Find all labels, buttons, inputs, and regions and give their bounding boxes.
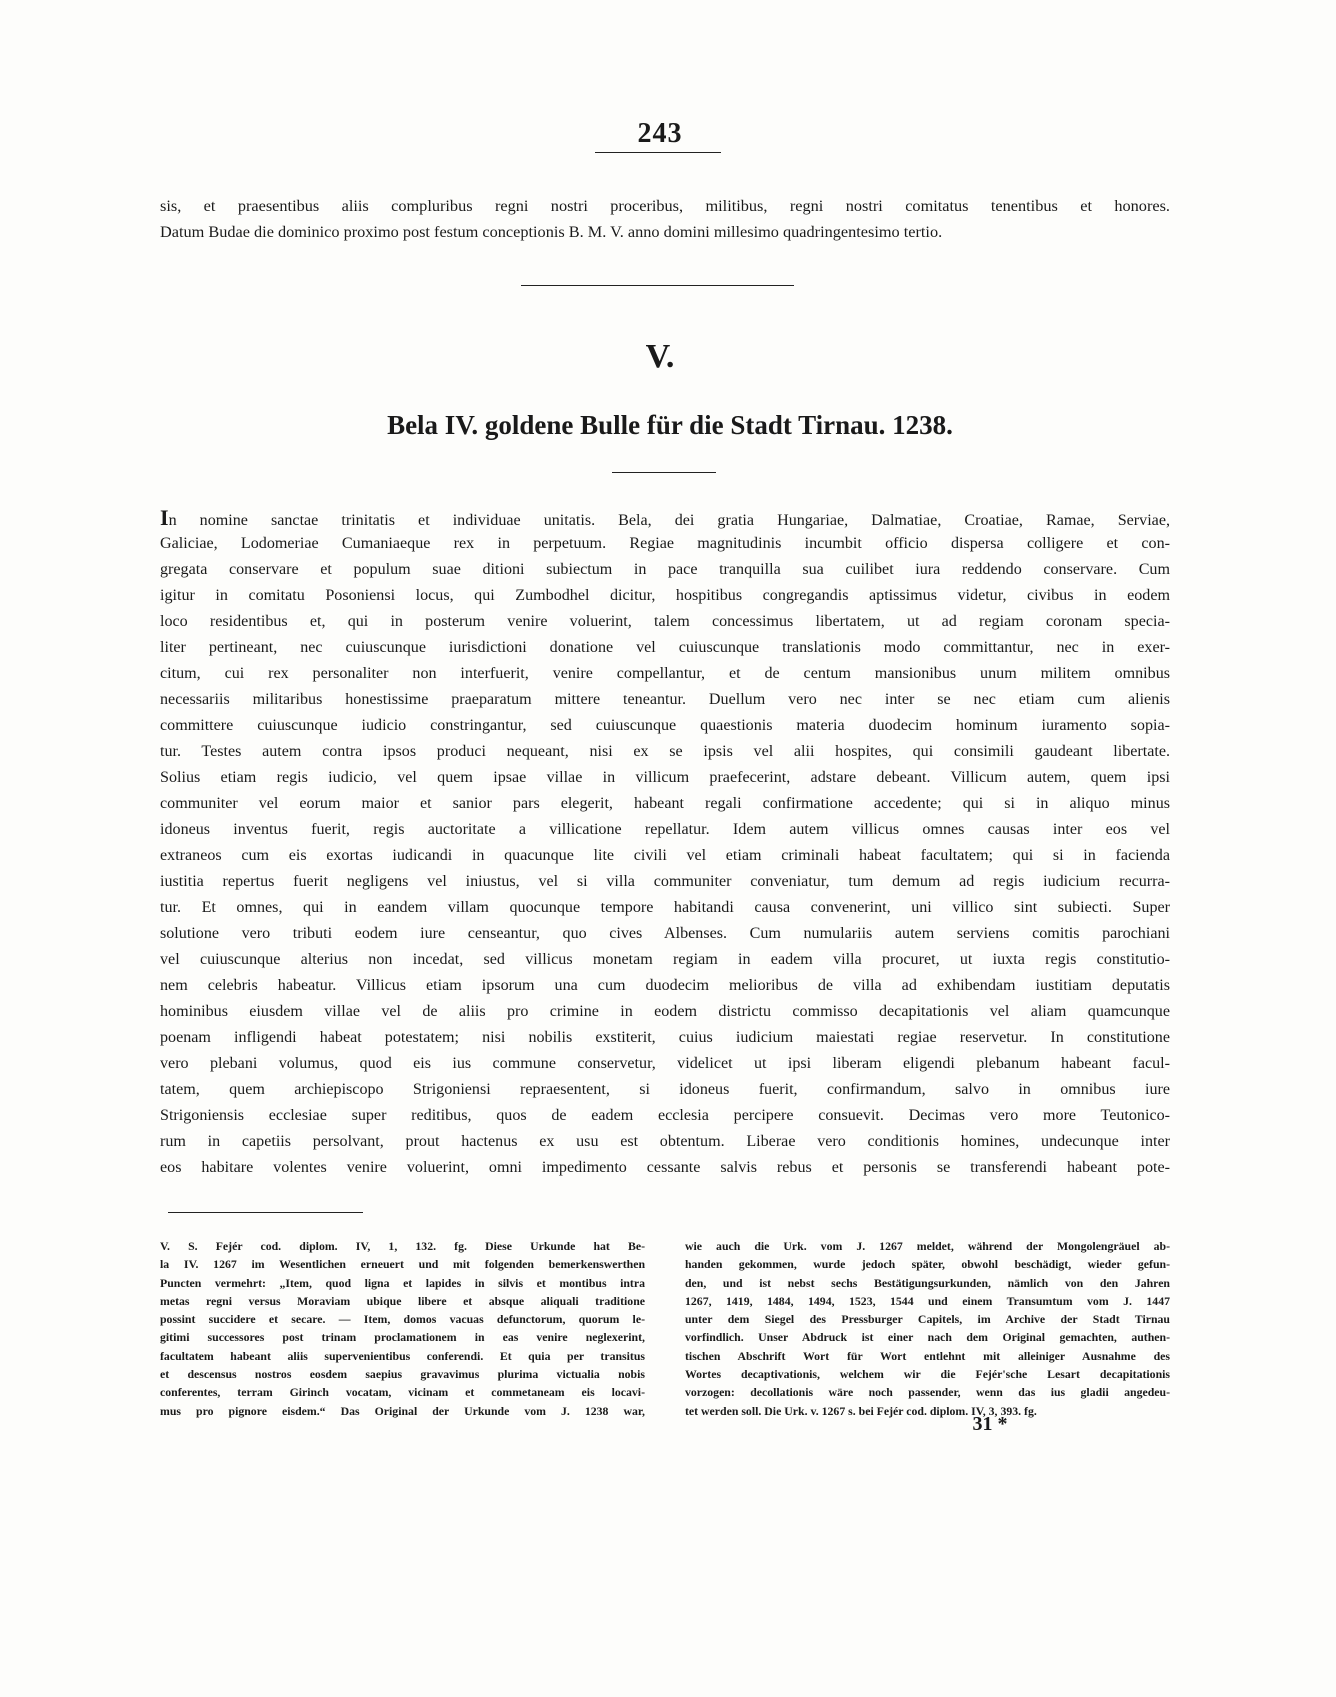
text-line — [160, 973, 1170, 999]
footnote-line: conferentes, terram Girinch vocatam, vicinam et commetaneam eis locavi- — [160, 1385, 645, 1400]
text-line-content: nem celebris habeatur. Villicus etiam ipsorum una cum duodecim melioribus de villa ad exhibendam iustitiam deputatis — [160, 977, 1170, 994]
text-line-content: communiter vel eorum maior et sanior pars elegerit, habeant regali confirmatione accedente; qui si in aliquo minus — [160, 795, 1170, 812]
footnote-line: wie auch die Urk. vom J. 1267 meldet, während der Mongolengräuel ab- — [685, 1239, 1170, 1253]
text-line-content: committere cuiuscunque iudicio constringantur, sed cuiuscunque quaestionis materia duodecim hominum iuramento sopia- — [160, 717, 1170, 734]
text-line — [160, 869, 1170, 895]
text-line — [160, 687, 1170, 713]
text-line — [160, 1155, 1170, 1181]
footnote-line: Wortes decaptivationis, welchem wir die Fejér'sche Lesart decapitationis — [685, 1367, 1170, 1382]
section-divider — [521, 285, 794, 286]
signature-mark: 31 * — [972, 1413, 1008, 1435]
text-line-content: solutione vero tributi eodem iure censeantur, quo cives Albenses. Cum numulariis autem serviens comitis parochiani — [160, 925, 1170, 942]
text-line — [160, 713, 1170, 739]
footnote-line: et descensus nostros eosdem saepius gravavimus plurima victualia nobis — [160, 1367, 645, 1382]
text-line-content: n nomine sanctae trinitatis et individuae unitatis. Bela, dei gratia Hungariae, Dalmatiae, Croatiae, Ramae, Serviae, — [168, 512, 1170, 529]
footnote-column-right — [685, 1237, 1170, 1420]
text-line — [160, 661, 1170, 687]
footnote-line: V. S. Fejér cod. diplom. IV, 1, 132. fg. Diese Urkunde hat Be- — [160, 1239, 645, 1253]
footnote-line: metas regni versus Moraviam ubique libere et absque aliquali traditione — [160, 1293, 645, 1308]
footnote-line: handen gekommen, wurde jedoch später, obwohl beschädigt, wieder gefun- — [685, 1257, 1170, 1272]
text-line-content: Strigoniensis ecclesiae super reditibus, quos de eadem ecclesia percipere consuevit. Decimas vero more Teutonico- — [160, 1107, 1170, 1124]
text-line: Datum Budae die dominico proximo post festum conceptionis B. M. V. anno domini millesimo quadringentesimo tertio. — [160, 222, 943, 241]
text-line-content: hominibus eiusdem villae vel de aliis pro crimine in eodem districtu commisso decapitationis vel aliam quamcunque — [160, 1003, 1170, 1020]
footnote-line: possint succidere et secare. — Item, domos vacuas defunctorum, quorum le- — [160, 1312, 645, 1327]
footnote-line: vorzogen: decollationis wäre noch passender, wenn das ius gladii angedeu- — [685, 1385, 1170, 1400]
text-line-content: vel cuiuscunque alterius non incedat, sed villicus monetam regiam in eadem villa procuret, ut iuxta regis constitutio- — [160, 951, 1170, 968]
text-line: sis, et praesentibus aliis compluribus regni nostri proceribus, militibus, regni nostri comitatus tenentibus et honores. — [160, 196, 1170, 215]
charter-text — [160, 505, 1170, 1181]
text-line-content: rum in capetiis persolvant, prout hactenus ex usu est obtentum. Liberae vero conditionis homines, undecunque inter — [160, 1133, 1170, 1150]
text-line-content: loco residentibus et, qui in posterum venire voluerint, talem concessimus libertatem, ut ad regiam coronam specia- — [160, 613, 1170, 630]
page-number: 243 — [637, 118, 683, 149]
footnote-line: 1267, 1419, 1484, 1494, 1523, 1544 und einem Transumtum vom J. 1447 — [685, 1293, 1170, 1308]
footnote-line: la IV. 1267 im Wesentlichen erneuert und mit folgenden bemerkenswerthen — [160, 1257, 645, 1272]
text-line-content: vero plebani volumus, quod eis ius commune conservetur, videlicet ut ipsi liberam eligendi plebanum habeant facul- — [160, 1055, 1170, 1072]
footnote-line: unter dem Siegel des Pressburger Capitels, im Archive der Stadt Tirnau — [685, 1312, 1170, 1327]
text-line-content: iustitia repertus fuerit negligens vel iniustus, vel si villa communiter conveniatur, tum demum ad regis iudicium recurra- — [160, 873, 1170, 890]
text-line-content: Solius etiam regis iudicio, vel quem ipsae villae in villicum praefecerint, adstare debeant. Villicum autem, quem ipsi — [160, 769, 1170, 786]
footnote-line: tet werden soll. Die Urk. v. 1267 s. bei Fejér cod. diplom. IV, 3, 393. fg. — [685, 1403, 1037, 1418]
footnote-column-left — [160, 1237, 645, 1420]
header-rule — [595, 152, 721, 153]
text-line-content: igitur in comitatu Posoniensi locus, qui Zumbodhel dicitur, hospitibus congregandis aptissimus videtur, civibus in eodem — [160, 587, 1170, 604]
text-line-content: gregata conservare et populum suae ditioni subiectum in pace tranquilla sua cuilibet iura reddendo conservare. Cum — [160, 561, 1170, 578]
text-line — [160, 843, 1170, 869]
section-title: Bela IV. goldene Bulle für die Stadt Tirnau. 1238. — [387, 410, 953, 440]
footnote-line: vorfindlich. Unser Abdruck ist einer nach dem Original gemachten, authen- — [685, 1330, 1170, 1345]
text-line-content: citum, cui rex personaliter non interfuerit, venire compellantur, et de centum mansionibus unum militem omnibus — [160, 665, 1170, 682]
text-line — [160, 505, 1170, 531]
text-line — [160, 947, 1170, 973]
footnote-line: den, und ist nebst sechs Bestätigungsurkunden, nämlich von den Jahren — [685, 1275, 1170, 1290]
text-line — [160, 1025, 1170, 1051]
footnote-rule — [168, 1212, 363, 1213]
text-line-content: eos habitare volentes venire voluerint, omni impedimento cessante salvis rebus et personis se transferendi habeant pote- — [160, 1159, 1170, 1176]
text-line — [160, 557, 1170, 583]
footnote-line: gitimi successores post trinam proclamationem in eas venire neglexerint, — [160, 1330, 645, 1345]
text-line-content: tatem, quem archiepiscopo Strigoniensi repraesentent, si idoneus fuerit, confirmandum, salvo in omnibus iure — [160, 1081, 1170, 1098]
text-line-content: tur. Et omnes, qui in eandem villam quocunque tempore habitandi causa convenerint, uni villico sint subiecti. Super — [160, 899, 1170, 916]
text-line-content: Galiciae, Lodomeriae Cumaniaeque rex in perpetuum. Regiae magnitudinis incumbit officio dispersa colligere et con- — [160, 535, 1170, 552]
text-line-content: poenam infligendi habeat potestatem; nisi nobilis exstiterit, cuius iudicium maiestati regiae reservetur. In constitutione — [160, 1029, 1170, 1046]
text-line-content: extraneos cum eis exortas iudicandi in quacunque lite civili vel etiam criminali habeat facultatem; qui si in facienda — [160, 847, 1170, 864]
text-line — [160, 1077, 1170, 1103]
text-line — [160, 765, 1170, 791]
text-line — [160, 921, 1170, 947]
text-line — [160, 895, 1170, 921]
text-line — [160, 531, 1170, 557]
footnotes — [160, 1237, 1170, 1437]
text-line — [160, 1129, 1170, 1155]
text-line — [160, 999, 1170, 1025]
text-line — [160, 791, 1170, 817]
footnote-line: tischen Abschrift Wort für Wort entlehnt mit alleiniger Ausnahme des — [685, 1348, 1170, 1363]
text-line — [160, 635, 1170, 661]
previous-document-ending — [160, 193, 1170, 245]
footnote-line: Puncten vermehrt: „Item, quod ligna et lapides in silvis et montibus intra — [160, 1275, 645, 1290]
text-line-content: liter pertineant, nec cuiuscunque iurisdictioni donatione vel cuiuscunque translationis modo committantur, nec in exer- — [160, 639, 1170, 656]
text-line-content: necessariis militaribus honestissime praeparatum mittere teneantur. Duellum vero nec inter se nec etiam cum alienis — [160, 691, 1170, 708]
text-line — [160, 817, 1170, 843]
text-line — [160, 1103, 1170, 1129]
footnote-line: mus pro pignore eisdem.“ Das Original der Urkunde vom J. 1238 war, — [160, 1403, 645, 1418]
text-line-content: tur. Testes autem contra ipsos produci nequeant, nisi ex se ipsis vel alii hospites, qui consimili gaudeant libertate. — [160, 743, 1170, 760]
text-line — [160, 1051, 1170, 1077]
text-line — [160, 583, 1170, 609]
text-line-content: idoneus inventus fuerit, regis auctoritate a villicatione repellatur. Idem autem villicus omnes causas inter eos vel — [160, 821, 1170, 838]
title-rule — [612, 472, 716, 473]
text-line — [160, 609, 1170, 635]
footnote-line: facultatem habeant aliis supervenientibus conferendi. Et quia per transitus — [160, 1348, 645, 1363]
initial-letter: I — [160, 505, 169, 530]
section-numeral: V. — [645, 338, 675, 375]
text-line — [160, 739, 1170, 765]
